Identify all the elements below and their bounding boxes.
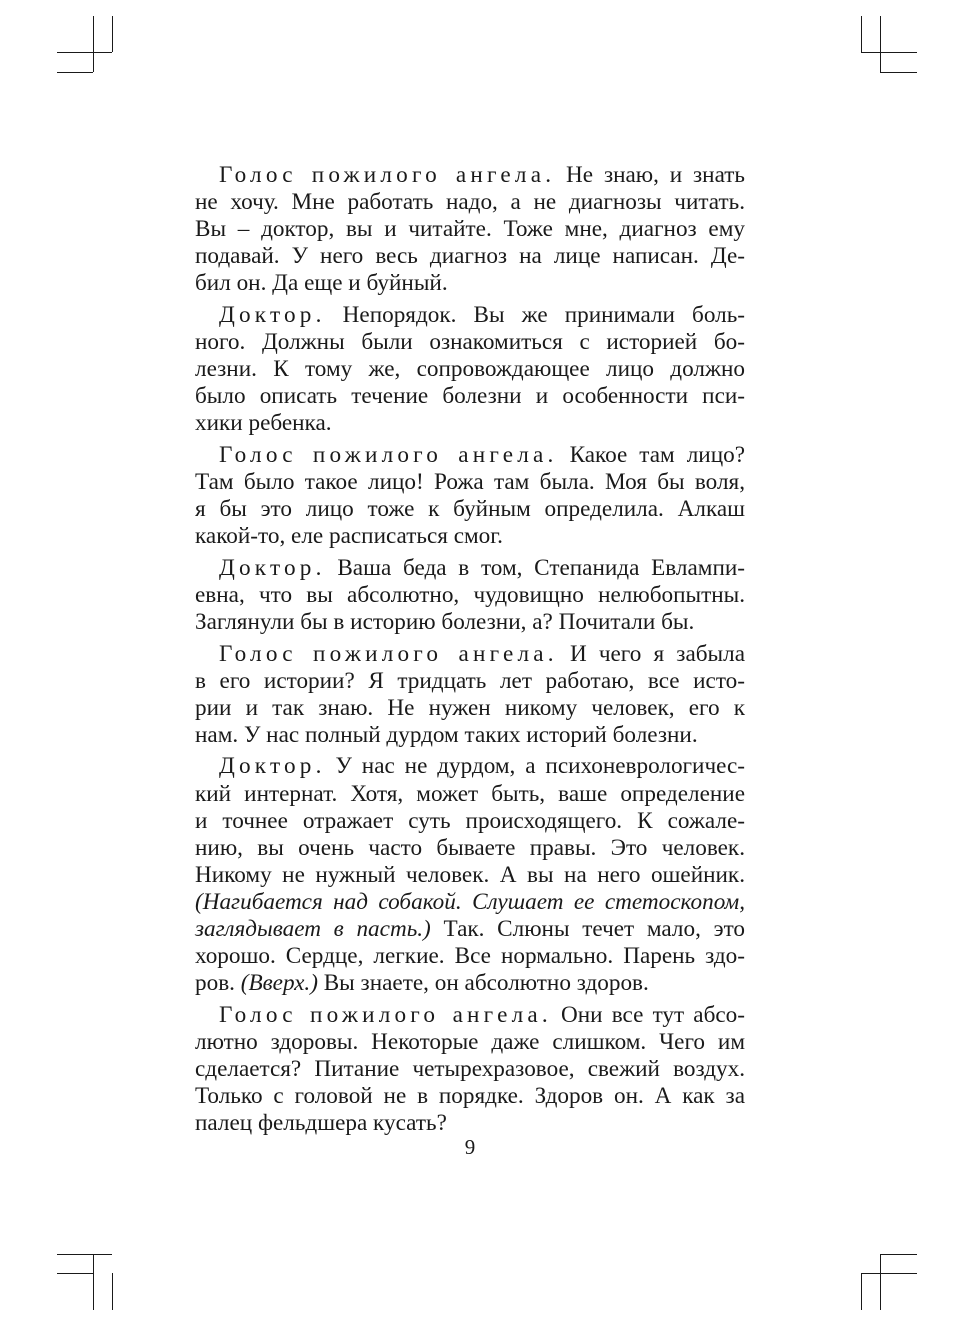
dialogue-text: хорошо. Сердце, легкие. Все нормально. Парень здо- xyxy=(195,943,745,970)
dialogue-text: нию, вы очень часто бываете правы. Это человек. xyxy=(195,834,745,861)
dialogue-text: кий интернат. Хотя, может быть, ваше определение xyxy=(195,780,745,807)
dialogue-text: палец фельдшера кусать? xyxy=(195,1110,447,1137)
crop-mark-bottom-right-horizontal-inner xyxy=(861,1273,917,1274)
text-line xyxy=(195,356,745,383)
stage-direction: заглядывает в пасть.) xyxy=(195,916,431,943)
text-line xyxy=(195,523,745,550)
text-line xyxy=(195,270,745,297)
crop-mark-top-left-horizontal-inner xyxy=(57,52,112,53)
speaker-name: Доктор. xyxy=(219,554,326,581)
text-line xyxy=(195,641,745,668)
dialogue-text: Ваша беда в том, Степанида Евлампи- xyxy=(325,554,745,581)
text-line xyxy=(195,1110,745,1137)
text-line xyxy=(195,889,745,916)
dialogue-text: лезни. К тому же, сопровождающее лицо должно xyxy=(195,356,745,383)
crop-mark-bottom-left-horizontal-inner xyxy=(57,1273,93,1274)
dialogue-text: ров. xyxy=(195,970,241,997)
dialogue-text: хики ребенка. xyxy=(195,410,332,437)
dialogue-text: и точнее отражает суть происходящего. К сожале- xyxy=(195,807,745,834)
text-line xyxy=(195,835,745,862)
speaker-name: Голос пожилого ангела. xyxy=(219,640,558,667)
dialogue-text: Заглянули бы в историю болезни, а? Почитали бы. xyxy=(195,609,695,635)
text-line xyxy=(195,442,745,469)
speaker-name: Голос пожилого ангела. xyxy=(219,1001,552,1028)
dialogue-text: Какое там лицо? xyxy=(557,441,745,468)
speaker-name: Голос пожилого ангела. xyxy=(219,441,558,468)
dialogue-paragraph xyxy=(195,753,745,997)
dialogue-text: У нас не дурдом, а психоневрологичес- xyxy=(325,753,745,780)
dialogue-text: Только с головой не в порядке. Здоров он. А как за xyxy=(195,1083,745,1110)
page-number: 9 xyxy=(464,1135,476,1159)
text-line xyxy=(195,582,745,609)
text-line xyxy=(195,1056,745,1083)
dialogue-text: сделается? Питание четырехразовое, свежий воздух. xyxy=(195,1056,745,1082)
dialogue-text: ного. Должны были ознакомиться с историей бо- xyxy=(195,329,745,356)
play-text-body xyxy=(195,162,745,1142)
text-line xyxy=(195,1029,745,1056)
dialogue-text: Там было такое лицо! Рожа там была. Моя бы воля, xyxy=(195,469,745,496)
crop-mark-top-left-vertical-inner xyxy=(112,16,113,52)
crop-mark-top-left-horizontal xyxy=(57,72,93,73)
dialogue-text: рии и так знаю. Не нужен никому человек, его к xyxy=(195,694,745,721)
text-line xyxy=(195,162,745,189)
crop-mark-bottom-left-vertical-outer xyxy=(93,1254,94,1310)
text-line xyxy=(195,329,745,356)
text-line xyxy=(195,555,745,582)
text-line xyxy=(195,862,745,889)
dialogue-paragraph xyxy=(195,442,745,550)
dialogue-paragraph xyxy=(195,641,745,749)
crop-mark-top-right-vertical-inner xyxy=(861,16,862,52)
stage-direction: (Нагибается над собакой. Слушает ее стетоскопом, xyxy=(195,888,745,915)
crop-mark-bottom-right-horizontal-outer xyxy=(880,1254,917,1255)
crop-mark-top-right-vertical-outer xyxy=(880,16,881,72)
dialogue-paragraph xyxy=(195,162,745,297)
dialogue-text: И чего я забыла xyxy=(557,640,745,667)
dialogue-text: Непорядок. Вы же принимали боль- xyxy=(325,301,745,328)
crop-mark-bottom-right-vertical-inner xyxy=(861,1273,862,1310)
text-line xyxy=(195,753,745,780)
crop-mark-bottom-left-horizontal-outer xyxy=(57,1254,112,1255)
speaker-name: Доктор. xyxy=(219,301,326,328)
stage-direction: (Вверх.) xyxy=(240,970,318,997)
text-line xyxy=(195,410,745,437)
dialogue-text: Так. Слюны течет мало, это xyxy=(430,916,745,943)
text-line xyxy=(195,970,745,997)
dialogue-text: Никому не нужный человек. А вы на него ошейник. xyxy=(195,861,745,888)
text-line xyxy=(195,189,745,216)
dialogue-paragraph xyxy=(195,555,745,636)
dialogue-text: было описать течение болезни и особенности пси- xyxy=(195,383,745,410)
crop-mark-top-right-horizontal-outer xyxy=(880,72,917,73)
text-line xyxy=(195,302,745,329)
text-line xyxy=(195,609,745,636)
dialogue-text: лютно здоровы. Некоторые даже слишком. Чего им xyxy=(195,1028,745,1055)
dialogue-text: в его истории? Я тридцать лет работаю, все исто- xyxy=(195,667,745,694)
crop-mark-top-left-vertical-outer xyxy=(93,16,94,72)
text-line xyxy=(195,668,745,695)
dialogue-text: Они все тут абсо- xyxy=(551,1001,745,1028)
dialogue-text: бил он. Да еще и буйный. xyxy=(195,270,448,297)
speaker-name: Голос пожилого ангела. xyxy=(219,162,556,188)
crop-mark-bottom-left-vertical-inner xyxy=(112,1273,113,1310)
text-line xyxy=(195,808,745,835)
text-line xyxy=(195,1083,745,1110)
crop-mark-top-right-horizontal-inner xyxy=(861,52,917,53)
dialogue-text: нам. У нас полный дурдом таких историй болезни. xyxy=(195,721,698,748)
dialogue-text: я бы это лицо тоже к буйным определила. Алкаш xyxy=(195,496,745,523)
text-line xyxy=(195,496,745,523)
text-line xyxy=(195,916,745,943)
dialogue-paragraph xyxy=(195,302,745,437)
text-line xyxy=(195,383,745,410)
text-line xyxy=(195,243,745,270)
text-line xyxy=(195,216,745,243)
text-line xyxy=(195,1002,745,1029)
text-line xyxy=(195,943,745,970)
text-line xyxy=(195,781,745,808)
dialogue-text: Вы – доктор, вы и читайте. Тоже мне, диагноз ему xyxy=(195,216,745,243)
text-line xyxy=(195,469,745,496)
dialogue-text: Вы знаете, он абсолютно здоров. xyxy=(317,970,649,997)
speaker-name: Доктор. xyxy=(219,753,326,780)
crop-mark-bottom-right-vertical-outer xyxy=(880,1254,881,1310)
dialogue-text: не хочу. Мне работать надо, а не диагнозы читать. xyxy=(195,189,745,216)
dialogue-text: Не знаю, и знать xyxy=(555,162,745,188)
dialogue-paragraph xyxy=(195,1002,745,1137)
dialogue-text: евна, что вы абсолютно, чудовищно нелюбопытны. xyxy=(195,581,745,608)
dialogue-text: какой-то, еле расписаться смог. xyxy=(195,523,503,550)
text-line xyxy=(195,722,745,749)
dialogue-text: подавай. У него весь диагноз на лице написан. Де- xyxy=(195,243,745,270)
text-line xyxy=(195,695,745,722)
